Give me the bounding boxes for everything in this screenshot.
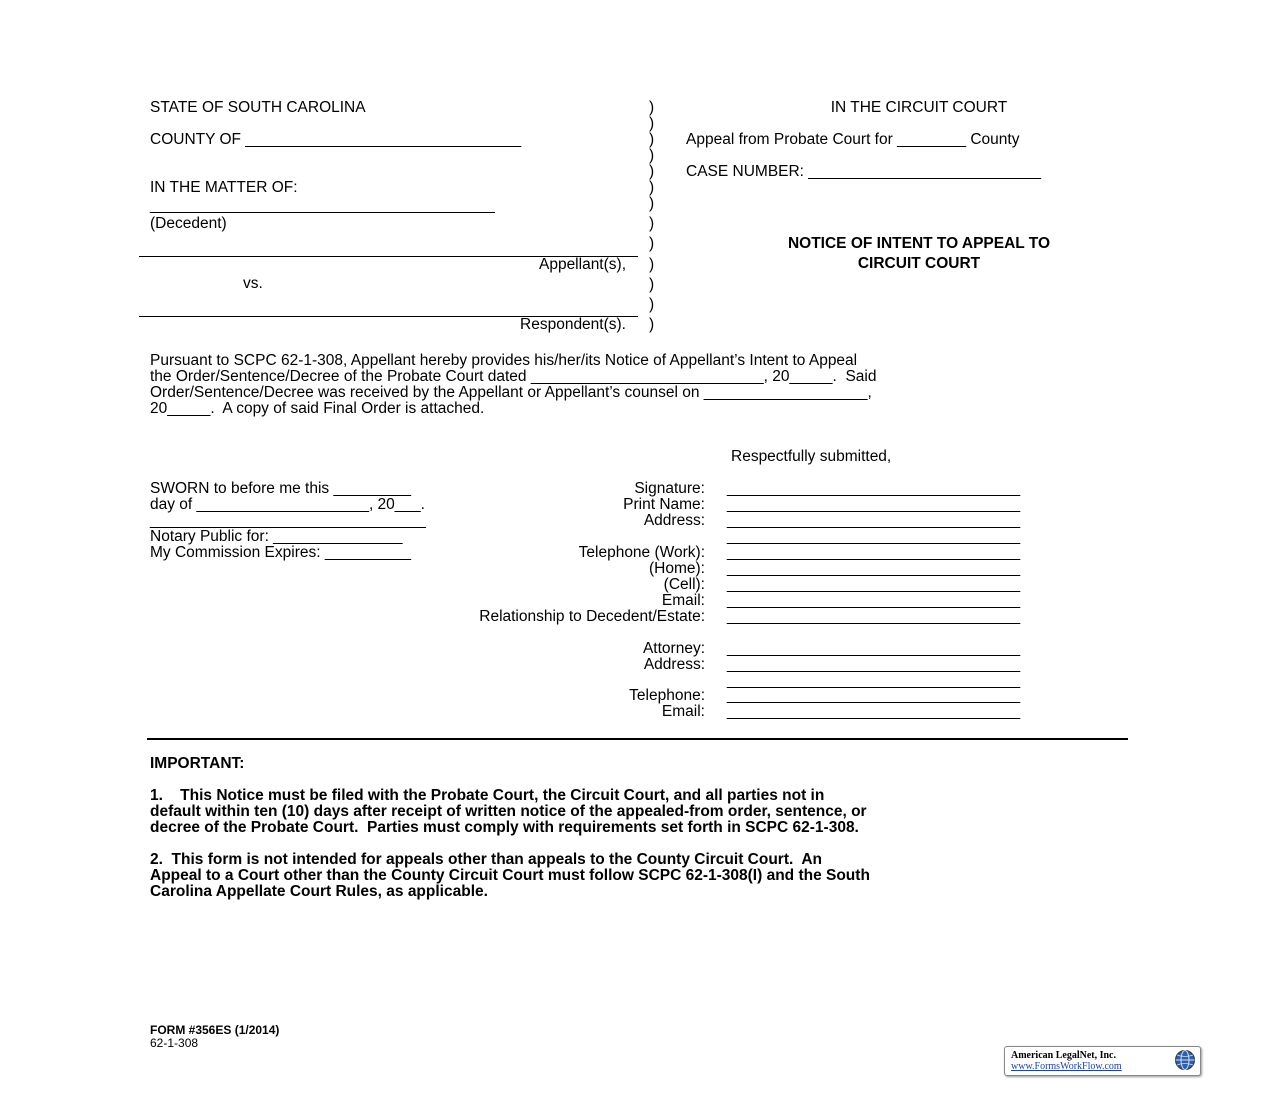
attorney-telephone-label: Telephone: <box>629 687 705 704</box>
court-label: IN THE CIRCUIT COURT <box>830 99 1008 116</box>
address-label: Address: <box>643 512 705 529</box>
telephone-cell-label: (Cell): <box>663 576 705 593</box>
body-line: Pursuant to SCPC 62-1-308, Appellant hereby provides his/her/its Notice of Appellant’s Intent to Appeal <box>150 352 858 369</box>
attorney-telephone-field[interactable]: __________________________________ <box>727 687 1021 704</box>
address-field[interactable]: __________________________________ <box>727 512 1021 529</box>
relationship-field[interactable]: __________________________________ <box>727 608 1021 625</box>
attorney-label: Attorney: <box>642 640 705 657</box>
form-title-line2: CIRCUIT COURT <box>857 255 981 272</box>
important-text: Appeal to a Court other than the County Circuit Court must follow SCPC 62-1-308(I) and the South <box>150 867 870 884</box>
email-field[interactable]: __________________________________ <box>727 592 1021 609</box>
caption-paren: ) <box>649 99 655 116</box>
important-text: Carolina Appellate Court Rules, as applicable. <box>150 883 488 900</box>
commission-expires-field[interactable]: My Commission Expires: __________ <box>150 544 412 561</box>
relationship-label: Relationship to Decedent/Estate: <box>479 608 705 625</box>
telephone-home-label: (Home): <box>649 560 705 577</box>
caption-paren: ) <box>649 256 655 273</box>
telephone-work-field[interactable]: __________________________________ <box>727 544 1021 561</box>
form-number: FORM #356ES (1/2014) <box>150 1023 280 1037</box>
important-text: default within ten (10) days after receipt of written notice of the appealed-from order, sentence, or <box>150 803 867 820</box>
attorney-address-field-2[interactable]: __________________________________ <box>727 672 1021 689</box>
respectfully-submitted: Respectfully submitted, <box>731 448 892 465</box>
telephone-work-label: Telephone (Work): <box>578 544 705 561</box>
body-line[interactable]: Order/Sentence/Decree was received by the Appellant or Appellant’s counsel on ___________________, <box>150 384 872 401</box>
publisher-name: American LegalNet, Inc. <box>1011 1050 1116 1061</box>
day-of-field[interactable]: day of ____________________, 20___. <box>150 496 425 513</box>
caption-paren: ) <box>649 115 655 132</box>
globe-icon <box>1174 1049 1196 1071</box>
notary-signature-field[interactable]: ________________________________ <box>150 512 426 529</box>
notary-public-for-field[interactable]: Notary Public for: _______________ <box>150 528 403 545</box>
case-number-field[interactable]: CASE NUMBER: ___________________________ <box>686 163 1042 180</box>
email-label: Email: <box>661 592 705 609</box>
important-text: decree of the Probate Court. Parties must comply with requirements set forth in SCPC 62-1-308. <box>150 819 859 836</box>
caption-paren: ) <box>649 276 655 293</box>
respondent-label: Respondent(s). <box>520 316 626 333</box>
matter-label: IN THE MATTER OF: <box>150 179 298 196</box>
telephone-home-field[interactable]: __________________________________ <box>727 560 1021 577</box>
caption-paren: ) <box>649 235 655 252</box>
important-text: 1. This Notice must be filed with the Probate Court, the Circuit Court, and all parties not in <box>150 787 825 804</box>
statute-reference: 62-1-308 <box>150 1036 199 1050</box>
important-heading: IMPORTANT: <box>150 755 245 772</box>
state-label: STATE OF SOUTH CAROLINA <box>150 99 366 116</box>
publisher-url[interactable]: www.FormsWorkFlow.com <box>1011 1061 1122 1072</box>
caption-paren: ) <box>649 131 655 148</box>
telephone-cell-field[interactable]: __________________________________ <box>727 576 1021 593</box>
attorney-address-label: Address: <box>643 656 705 673</box>
address-field-2[interactable]: __________________________________ <box>727 528 1021 545</box>
matter-name-field[interactable]: ________________________________________ <box>150 197 495 214</box>
sworn-field[interactable]: SWORN to before me this _________ <box>150 480 412 497</box>
signature-field[interactable]: __________________________________ <box>727 480 1021 497</box>
important-text: 2. This form is not intended for appeals other than appeals to the County Circuit Court. An <box>150 851 822 868</box>
decedent-label: (Decedent) <box>150 215 227 232</box>
form-title-line1: NOTICE OF INTENT TO APPEAL TO <box>787 235 1051 252</box>
caption-paren: ) <box>649 163 655 180</box>
attorney-email-field[interactable]: __________________________________ <box>727 703 1021 720</box>
caption-paren: ) <box>649 215 655 232</box>
publisher-logo[interactable] <box>1004 1046 1201 1076</box>
attorney-email-label: Email: <box>661 703 705 720</box>
caption-paren: ) <box>649 179 655 196</box>
print-name-field[interactable]: __________________________________ <box>727 496 1021 513</box>
attorney-field[interactable]: __________________________________ <box>727 640 1021 657</box>
signature-label: Signature: <box>634 480 705 497</box>
caption-paren: ) <box>649 147 655 164</box>
attorney-address-field[interactable]: __________________________________ <box>727 656 1021 673</box>
caption-paren: ) <box>649 316 655 333</box>
appellant-label: Appellant(s), <box>538 256 626 273</box>
caption-paren: ) <box>649 195 655 212</box>
caption-paren: ) <box>649 296 655 313</box>
section-divider <box>147 738 1128 740</box>
vs-label: vs. <box>243 275 263 292</box>
body-line[interactable]: 20_____. A copy of said Final Order is attached. <box>150 400 485 417</box>
appeal-from-field[interactable]: Appeal from Probate Court for ________ County <box>686 131 1020 148</box>
county-field[interactable]: COUNTY OF ________________________________ <box>150 131 522 148</box>
print-name-label: Print Name: <box>623 496 705 513</box>
body-line[interactable]: the Order/Sentence/Decree of the Probate Court dated ___________________________, 20_____. Said <box>150 368 877 385</box>
